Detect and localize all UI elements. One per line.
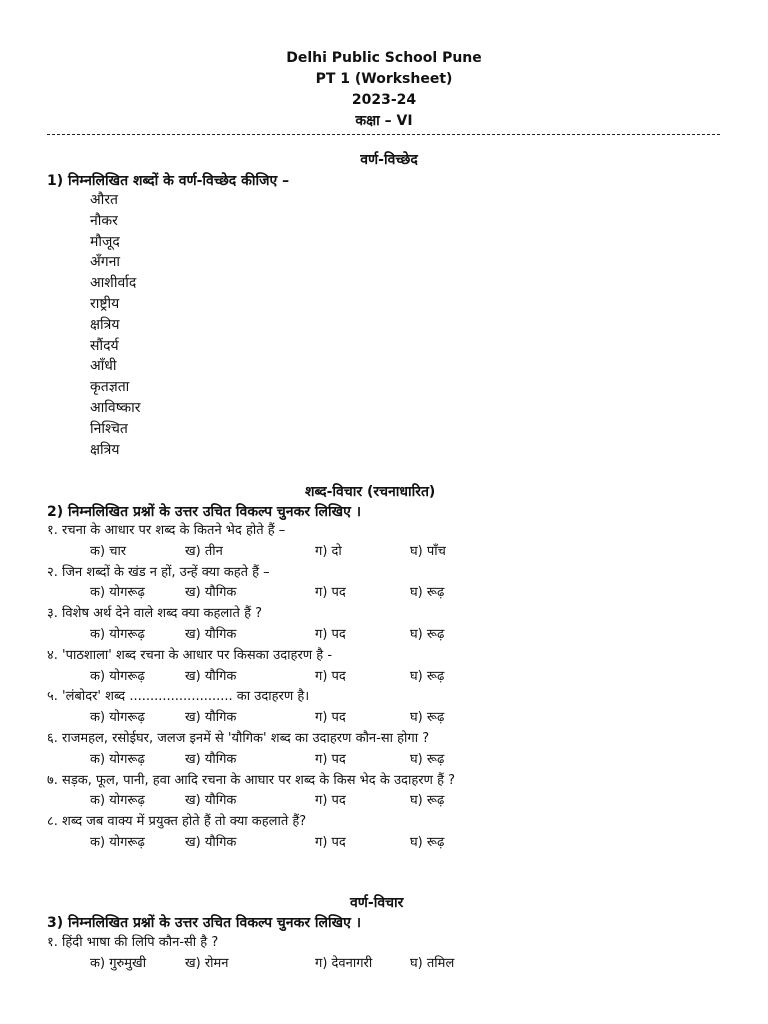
option-b: ख) यौगिक: [185, 668, 237, 684]
options-row: [47, 750, 737, 771]
question-text: ६. राजमहल, रसोईघर, जलज इनमें से 'यौगिक' शब्द का उदाहरण कौन-सा होगा ?: [47, 730, 430, 746]
option-b: ख) यौगिक: [185, 710, 237, 726]
option-d: घ) रूढ़: [410, 751, 445, 767]
option-a: क) चार: [90, 543, 127, 559]
exam-title: PT 1 (Worksheet): [315, 71, 453, 87]
option-d: घ) रूढ़: [410, 668, 445, 684]
list-item: निश्चित: [90, 420, 128, 437]
section2-title: शब्द-विचार (रचनाधारित): [305, 484, 436, 500]
class-label: कक्षा – VI: [355, 113, 413, 129]
question-text: १. हिंदी भाषा की लिपि कौन-सी है ?: [47, 935, 219, 950]
option-a: क) योगरूढ़: [90, 751, 145, 767]
options-row: [47, 625, 737, 646]
section3-questions: [47, 933, 737, 975]
option-d: घ) रूढ़: [410, 834, 445, 850]
question-text: ७. सड़क, फूल, पानी, हवा आदि रचना के आघार पर शब्द के किस भेद के उदाहरण हैं ?: [47, 772, 456, 788]
options-row: [47, 833, 737, 854]
option-d: घ) रूढ़: [410, 585, 445, 601]
options-row: [47, 791, 737, 812]
option-c: ग) पद: [315, 751, 346, 767]
option-c: ग) पद: [315, 626, 346, 642]
option-d: घ) तमिल: [410, 955, 455, 971]
section3-question: 3) निम्नलिखित प्रश्नों के उत्तर उचित विकल्प चुनकर लिखिए ।: [47, 915, 362, 931]
option-d: घ) रूढ़: [410, 710, 445, 726]
option-c: ग) पद: [315, 793, 346, 809]
list-item: राष्ट्रीय: [90, 295, 120, 312]
section2-question: 2) निम्नलिखित प्रश्नों के उत्तर उचित विकल्प चुनकर लिखिए ।: [47, 504, 362, 520]
academic-year: 2023-24: [351, 92, 417, 108]
options-row: [47, 667, 737, 688]
list-item: आशीर्वाद: [90, 275, 137, 292]
option-b: ख) यौगिक: [185, 793, 237, 809]
options-row: [47, 954, 737, 975]
option-a: क) योगरूढ़: [90, 626, 145, 642]
list-item: सौंदर्य: [90, 337, 119, 354]
option-d: घ) पाँच: [410, 543, 446, 559]
option-a: क) गुरुमुखी: [90, 955, 147, 971]
option-a: क) योगरूढ़: [90, 834, 145, 850]
options-row: [47, 708, 737, 729]
list-item: नौकर: [90, 212, 118, 229]
document-header: [0, 48, 768, 132]
option-a: क) योगरूढ़: [90, 710, 145, 726]
section1-title: वर्ण-विच्छेद: [360, 152, 418, 168]
option-d: घ) रूढ़: [410, 793, 445, 809]
list-item: क्षत्रिय: [90, 441, 120, 458]
question-text: ८. शब्द जब वाक्य में प्रयुक्त होते हैं तो क्या कहलाते हैं?: [47, 814, 307, 830]
list-item: कृतज्ञता: [90, 379, 130, 396]
section1-question: 1) निम्नलिखित शब्दों के वर्ण-विच्छेद कीजिए –: [47, 173, 290, 189]
section2-questions: [47, 521, 737, 854]
school-name: Delhi Public School Pune: [286, 50, 482, 66]
question-text: २. जिन शब्दों के खंड न हों, उन्हें क्या कहते हैं –: [47, 564, 270, 580]
option-c: ग) पद: [315, 585, 346, 601]
section3-title: वर्ण-विचार: [350, 895, 404, 911]
option-c: ग) देवनागरी: [315, 955, 373, 971]
option-a: क) योगरूढ़: [90, 793, 145, 809]
option-c: ग) दो: [315, 543, 342, 559]
option-b: ख) रोमन: [185, 955, 229, 971]
question-text: ५. 'लंबोदर' शब्द ......................... का उदाहरण है।: [47, 689, 310, 705]
list-item: औरत: [90, 192, 119, 208]
option-d: घ) रूढ़: [410, 626, 445, 642]
option-b: ख) यौगिक: [185, 834, 237, 850]
dashed-divider: [47, 134, 720, 135]
option-a: क) योगरूढ़: [90, 668, 145, 684]
option-b: ख) यौगिक: [185, 751, 237, 767]
option-c: ग) पद: [315, 710, 346, 726]
list-item: अँगना: [90, 254, 120, 271]
option-b: ख) तीन: [185, 543, 223, 559]
word-list: [90, 190, 140, 460]
list-item: मौजूद: [90, 233, 120, 250]
question-text: ४. 'पाठशाला' शब्द रचना के आधार पर किसका उदाहरण है -: [47, 647, 333, 663]
option-c: ग) पद: [315, 834, 346, 850]
option-b: ख) यौगिक: [185, 585, 237, 601]
option-c: ग) पद: [315, 668, 346, 684]
question-text: १. रचना के आधार पर शब्द के कितने भेद होते हैं –: [47, 523, 286, 538]
list-item: आँधी: [90, 358, 117, 375]
list-item: आविष्कार: [90, 399, 141, 416]
options-row: [47, 583, 737, 604]
list-item: क्षत्रिय: [90, 316, 120, 333]
option-a: क) योगरूढ़: [90, 585, 145, 601]
option-b: ख) यौगिक: [185, 626, 237, 642]
question-text: ३. विशेष अर्थ देने वाले शब्द क्या कहलाते हैं ?: [47, 606, 263, 622]
options-row: [47, 542, 737, 563]
